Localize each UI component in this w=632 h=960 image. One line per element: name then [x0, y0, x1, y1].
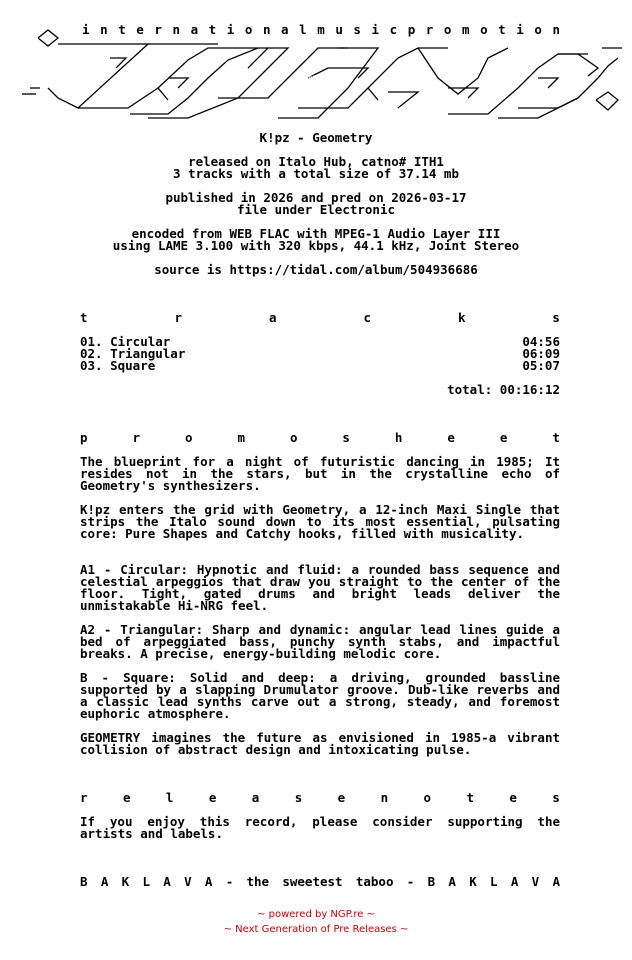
tagline-letter: s — [353, 22, 361, 37]
tagline-letter: o — [244, 22, 253, 37]
heading-letter: n — [380, 790, 389, 805]
footer-motto — [80, 876, 560, 888]
release-title: K!pz - Geometry — [259, 130, 373, 145]
release-size: 3 tracks with a total size of 37.14 mb — [173, 166, 459, 181]
promo-paragraph: B - Square: Solid and deep: a driving, grounded bassline supported by a slapping Drumulator groove. Dub-like reverbs and a classic lead synths carve out a strong, steady, and foremost euphoric atmosphere. — [80, 670, 560, 721]
track-name: 03. Square — [80, 358, 156, 373]
promo-paragraph: A1 - Circular: Hypnotic and fluid: a rounded bass sequence and celestial arpeggios that draw you straight to the center of the floor. Tight, gated drums and bright leads deliver the unmistakable Hi-NRG feel. — [80, 562, 560, 613]
motto-word: V — [531, 874, 540, 889]
heading-letter: p — [80, 430, 88, 445]
logo-ornament-right — [596, 92, 618, 110]
ngp-tagline-link[interactable]: ~ Next Generation of Pre Releases ~ — [223, 924, 409, 935]
track-time: 04:56 — [522, 334, 560, 349]
release-genre: file under Electronic — [236, 202, 396, 217]
heading-letter: m — [237, 430, 245, 445]
svg-text:BAKLAVA: BAKLAVA — [308, 75, 334, 82]
tagline-letter: n — [100, 22, 108, 37]
motto-word: V — [184, 874, 192, 889]
heading-letter: t — [80, 310, 88, 325]
release-label: released on Italo Hub, catno# ITH1 — [188, 154, 444, 169]
tagline-letter: r — [425, 22, 434, 37]
motto-word: K — [121, 874, 130, 889]
tagline-letter: i — [82, 22, 90, 37]
tagline-letter: a — [190, 22, 199, 37]
motto-word: A — [510, 874, 519, 889]
heading-letter: k — [457, 310, 466, 325]
tagline-letter: i — [371, 22, 380, 37]
heading-letter: r — [132, 430, 141, 445]
heading-letter: a — [251, 790, 260, 805]
tagline-letter: o — [443, 22, 452, 37]
heading-letter: e — [499, 430, 508, 445]
tagline-letter: m — [461, 22, 470, 37]
motto-word: L — [490, 874, 498, 889]
heading-letter: a — [268, 310, 277, 325]
heading-letter: h — [394, 430, 403, 445]
motto-word: - — [225, 874, 234, 889]
tracks-total: total: 00:16:12 — [447, 382, 560, 397]
motto-word: K — [469, 874, 477, 889]
tagline-letter: n — [552, 22, 560, 37]
heading-letter: o — [289, 430, 298, 445]
motto-word: L — [142, 874, 150, 889]
motto-word: sweetest — [282, 874, 343, 889]
motto-word: the — [246, 874, 270, 889]
heading-letter: s — [294, 790, 303, 805]
promo-paragraph: K!pz enters the grid with Geometry, a 12-inch Maxi Single that strips the Italo sound down to its most essential, pulsating core: Pure Shapes and Catchy hooks, filled with musicality. — [80, 502, 560, 541]
motto-word: - — [406, 874, 415, 889]
motto-word: B — [80, 874, 88, 889]
promo-paragraph: A2 - Triangular: Sharp and dynamic: angular lead lines guide a bed of arpeggiated bass, punchy synth stabs, and impactful breaks. A precise, energy-building melodic core. — [80, 622, 560, 661]
baklava-ascii-logo — [18, 18, 624, 130]
motto-word: A — [163, 874, 171, 889]
promo-paragraph: GEOMETRY imagines the future as envisioned in 1985-a vibrant collision of abstract design and intoxicating pulse. — [80, 730, 560, 757]
tagline-letter: t — [208, 22, 217, 37]
tagline-letter: m — [317, 22, 325, 37]
heading-letter: e — [447, 430, 455, 445]
tagline-letter: e — [136, 22, 144, 37]
heading-letter: e — [122, 790, 131, 805]
logo-ornament-left — [38, 30, 58, 46]
heading-letter: e — [509, 790, 517, 805]
heading-letter: o — [184, 430, 193, 445]
motto-word: A — [552, 874, 560, 889]
heading-letter: r — [174, 310, 183, 325]
powered-by-link[interactable]: ~ powered by NGP.re ~ — [257, 909, 375, 920]
heading-letter: r — [80, 790, 88, 805]
heading-letter: t — [552, 430, 560, 445]
promo-paragraph: The blueprint for a night of futuristic dancing in 1985; It resides not in the stars, but in the crystalline echo of Geometry's synthesizers. — [80, 454, 560, 493]
tagline-letter: i — [226, 22, 235, 37]
release-source: source is https://tidal.com/album/504936686 — [154, 262, 478, 277]
track-name: 02. Triangular — [80, 346, 186, 361]
motto-word: taboo — [355, 874, 394, 889]
heading-letter: t — [466, 790, 474, 805]
tagline-letter: l — [299, 22, 307, 37]
heading-letter: e — [208, 790, 217, 805]
tagline-letter: u — [335, 22, 343, 37]
tagline-letter: t — [498, 22, 506, 37]
release-encoded: encoded from WEB FLAC with MPEG-1 Audio Layer III — [131, 226, 501, 241]
tagline-letter: n — [262, 22, 271, 37]
tagline-letter: a — [281, 22, 289, 37]
heading-letter: s — [552, 790, 560, 805]
track-row — [80, 360, 560, 372]
track-time: 06:09 — [522, 346, 560, 361]
tagline-letter: c — [389, 22, 398, 37]
heading-letter: o — [423, 790, 432, 805]
tagline-letter: r — [154, 22, 162, 37]
tracks-heading — [80, 312, 560, 324]
release-lame: using LAME 3.100 with 320 kbps, 44.1 kHz, Joint Stereo — [112, 238, 520, 253]
tagline-letter: o — [534, 22, 542, 37]
tagline-letter: p — [407, 22, 416, 37]
promo-heading — [80, 432, 560, 444]
notes-heading — [80, 792, 560, 804]
heading-letter: c — [363, 310, 371, 325]
tagline-letter: n — [172, 22, 180, 37]
track-name: 01. Circular — [80, 334, 171, 349]
heading-letter: s — [342, 430, 350, 445]
tagline-letter: o — [480, 22, 488, 37]
heading-letter: e — [337, 790, 346, 805]
track-time: 05:07 — [522, 358, 560, 373]
notes-text: If you enjoy this record, please consider supporting the artists and labels. — [80, 814, 560, 841]
motto-word: B — [427, 874, 436, 889]
motto-word: A — [100, 874, 109, 889]
motto-word: A — [204, 874, 213, 889]
tagline-letter: i — [516, 22, 524, 37]
heading-letter: l — [165, 790, 174, 805]
tagline-letter: t — [118, 22, 126, 37]
heading-letter: s — [552, 310, 560, 325]
motto-word: A — [448, 874, 456, 889]
release-published: published in 2026 and pred on 2026-03-17 — [165, 190, 467, 205]
